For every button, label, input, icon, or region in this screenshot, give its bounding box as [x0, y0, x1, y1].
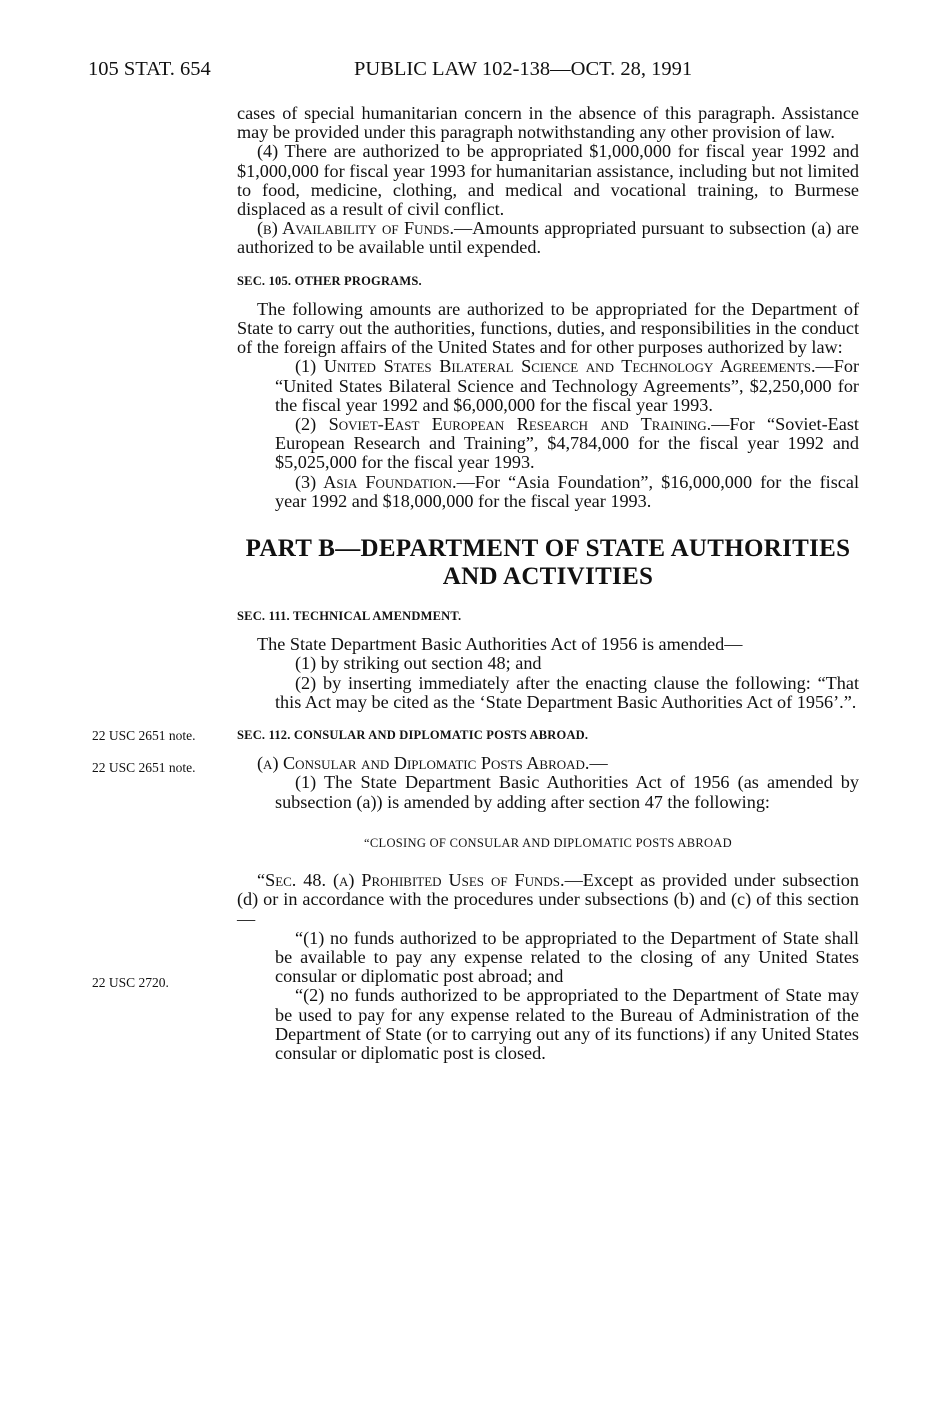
statute-page-number: 105 STAT. 654: [88, 58, 211, 80]
paragraph-technical-amendment: The State Department Basic Authorities Act of 1956 is amended—: [257, 634, 743, 655]
item-text: —For “Asia Foundation”, $16,000,000 for the fiscal year 1992 and $18,000,000 for the fiscal year 1993.: [275, 471, 860, 511]
list-item: [237, 357, 859, 415]
item-heading: (3) Asia Foundation.: [295, 471, 457, 492]
section-112-heading: SEC. 112. CONSULAR AND DIPLOMATIC POSTS ABROAD.: [237, 728, 589, 743]
list-item: “(2) no funds authorized to be appropriated to the Department of State may be used to pay for any expense related to the Bureau of Administration of the Department of State (or to carrying out any of its functions) if any United States consular or diplomatic post is closed.: [275, 985, 859, 1063]
paragraph-humanitarian-assistance: (4) There are authorized to be appropriated $1,000,000 for fiscal year 1992 and $1,000,000 for fiscal year 1993 for humanitarian assistance, including but not limited to food, medicine, clothing, and medical and vocational training, to Burmese displaced as a result of civil conflict.: [237, 141, 859, 220]
margin-note-1: 22 USC 2651 note.: [92, 728, 196, 743]
paragraph-availability-of-funds: [237, 219, 859, 257]
section-111-heading: SEC. 111. TECHNICAL AMENDMENT.: [237, 609, 462, 624]
item-heading: (2) Soviet-East European Research and Training.: [295, 414, 712, 435]
list-item: (1) by striking out section 48; and: [295, 653, 542, 674]
list-item: [237, 473, 859, 511]
subsection-text: —Amounts appropriated pursuant to subsection (a) are authorized to be available until expended.: [237, 218, 859, 258]
margin-note-3: 22 USC 2720.: [92, 975, 169, 990]
list-item: (2) by inserting immediately after the enacting clause the following: “That this Act may be cited as the ‘State Department Basic Authorities Act of 1956’.”.: [275, 672, 859, 712]
section-105-heading: SEC. 105. OTHER PROGRAMS.: [237, 273, 422, 288]
list-item: (1) The State Department Basic Authorities Act of 1956 (as amended by subsection (a)) is amended by adding after section 47 the following:: [275, 772, 859, 812]
paragraph-other-programs: The following amounts are authorized to be appropriated for the Department of State to carry out the authorities, functions, duties, and responsibilities in the conduct of the foreign affairs of the United States and for other purposes authorized by law:: [237, 298, 859, 358]
section-48-heading: “Sec. 48. (a) Prohibited Uses of Funds.: [257, 870, 565, 891]
list-item: [237, 415, 859, 473]
body-text: [237, 104, 859, 1063]
item-text: —For “Soviet-East European Research and Training”, $4,784,000 for the fiscal year 1992 and $5,025,000 for the fiscal year 1993.: [275, 414, 859, 473]
part-b-title: PART B—DEPARTMENT OF STATE AUTHORITIES AND ACTIVITIES: [245, 535, 851, 591]
paragraph-continuation: cases of special humanitarian concern in the absence of this paragraph. Assistance may be provided under this paragraph notwithstanding any other provision of law.: [237, 103, 859, 143]
subsection-heading-posts-abroad: (a) Consular and Diplomatic Posts Abroad.—: [257, 753, 608, 774]
section-48-text: —Except as provided under subsection (d) or in accordance with the procedures under subsections (b) and (c) of this section—: [237, 870, 859, 929]
list-item: “(1) no funds authorized to be appropriated to the Department of State shall be available to pay any expense related to the closing of any United States consular or diplomatic post abroad; and: [275, 927, 859, 987]
page-header: [88, 58, 859, 88]
running-title: PUBLIC LAW 102-138—OCT. 28, 1991: [354, 58, 693, 80]
subsection-heading: (b) Availability of Funds.: [257, 218, 455, 239]
closing-posts-heading: “CLOSING OF CONSULAR AND DIPLOMATIC POSTS ABROAD: [364, 835, 732, 850]
item-heading: (1) United States Bilateral Science and Technology Agreements.: [295, 356, 816, 377]
item-text: —For “United States Bilateral Science and Technology Agreements”, $2,250,000 for the fiscal year 1992 and $6,000,000 for the fiscal year 1993.: [275, 356, 859, 415]
paragraph-section-48: [237, 871, 859, 929]
margin-note-2: 22 USC 2651 note.: [92, 760, 196, 775]
